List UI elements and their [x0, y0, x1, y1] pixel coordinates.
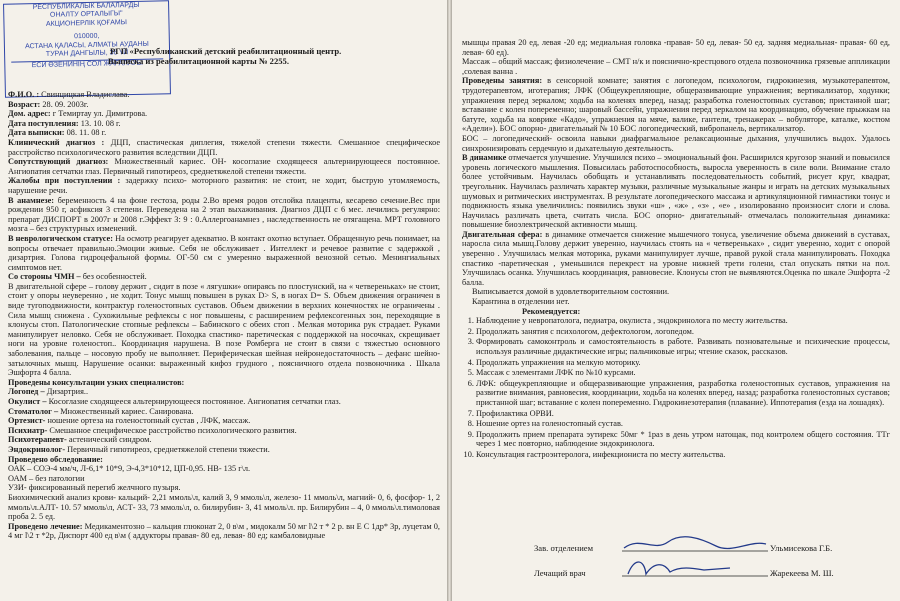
complaints: Жалобы при поступлении : задержку психо- моторного развития: не стоит, не ходит, быструю утомляемость, нарушение речи. — [8, 176, 441, 195]
neuro-status: В неврологическом статусе: На осмотр реагирует адекватно. В контакт охотно вступает. Обращенную речь понимает, на вопросы отвечает правильно.Эмоции живые. Себя не обслуживает . Интеллект и речевое развитие с задержкой , дизартрия. Голова гидроцефальной формы. ОГ-50 см с умеренно выраженной венозной сетью. Менингиальных симптомов нет. — [8, 233, 440, 272]
right-body — [462, 38, 890, 461]
motor-dynamics: Двигательная сфера: в динамике отмечается снижение мышечного тонуса, увеличение объема движений в суставах, наросла сила мышц.Голову держит уверенно, научилась стоять на « четвереньках» , сидит уверенно, ходит с опорой уверенно . Улучшилась мелкая моторика, руками манипулирует лучше, правой рукой стала манипулировать. Походка спастико -паретическая , уменьшился перекрест на уровне нижней трети голени, стал опускать пятки на пол. Улучшилась осанка. Улучшилась координация, равновесие. Клонусы стоп не выявляются.Оценка по шкале Эшфорта -2 балла. — [462, 229, 890, 287]
cranial-nerves: Со стороны ЧМН – без особенностей. — [8, 272, 147, 282]
head-signature-icon — [620, 532, 770, 556]
patient-address-row: Дом. адрес: г Темиртау ул. Димитрова. — [8, 109, 148, 119]
patient-name-row: Ф.И.О. : Свинцицкая Владислава. — [8, 90, 130, 99]
list-item: 1. Наблюдение у невропатолога, педиатра, окулиста , эндокринолога по месту жительства. — [476, 316, 890, 326]
attending-doctor-label: Лечащий врач — [534, 568, 586, 578]
extract-title: Выписка из реабилитационной карты № 2255. — [108, 56, 289, 66]
exam-biochem: Биохимический анализ крови- кальций- 2,21 ммоль\л, калий 3, 9 ммоль\л, железо- 11 ммоль\л, магний- 0, 6, фосфор- 1, 2 ммоль\л.АЛТ- 10. 57 ммоль\л, АСТ- 33, 73 ммоль\л, о. билирубин- 3, 41 ммоль\л. пр. Билирубин – 4, 0 ммоль\л.тимоловая проба 2. 5 ед. — [8, 492, 440, 522]
exam-heading: Проведено обследование: — [8, 454, 103, 464]
list-item: 8. Ношение ортез на голеностопный сустав. — [476, 419, 890, 429]
dynamics: В динамике отмечается улучшение. Улучшился психо – эмоциональный фон. Расширился кругозор знаний и повысился уровень логического мышления. Повысилась работоспособность, выросла уверенность в силе воли. Внимание стало более устойчивым. Научилась обобщать и устанавливать последовательность событий, рисует круг, квадрат, треугольник. Научилась различать характер музыки, различные музыкальные жанры и играть на детских музыкальных шумовых и ритмических инструментах. В результате логопедического массажа и артикуляционной гимнастики тонус и подвижность языка увеличились: появились звуки «ш» , «ж» , «з» , «е» , изолированно произносит слоги и слова. Научилась различать цвета, считать числа. БОС опорно- двигательный- отмечалась положительная динамика: повышение биоэлектрической активности мышц. — [462, 153, 890, 230]
list-item: 7. Профилактика ОРВИ. — [476, 409, 890, 419]
doctor-signature-icon — [620, 556, 770, 580]
treatment: Проведено лечение: Медикаментозно – кальция глюконат 2, 0 в\м , мидокалм 50 мг l\2 т * 2 р. вн Е С 1др* 3р, луцетам 0, 4 мг l\2 т *2р, Диспорт 400 ед в\м ( аддукторы правая- 80 ед, левая- 80 ед; камбаловидные — [8, 521, 440, 541]
consult-psychotherapist: Психотерапевт- астенический синдром. — [8, 435, 152, 445]
sessions: Проведены занятия: в сенсорной комнате; занятия с логопедом, психологом, гидрокинезия, музыкотерапевтом, трудотерапевтом, иготерапия; ЛФК (Общеукрепляющие, общеразвивающие упражнения; вертикализатор, ходунки; упражнения перед зеркалом; ходьба на коленях вперед, назад; разработка голеностопных суставов; пристанной шаг; вставание с колен попеременно; шаровый бассейн, упражнения перед зеркалом на координацию, обучение прыжкам на батуте, ходьба на коврике «Кадо», упражнения на мяче, валике, гантели, тренажерах – вобуляторе, каталке, костюм «Адели»). БОС опорно- двигательный № 10 БОС логопедический, вибропанель, вертикализатор. — [462, 76, 890, 134]
consultations-heading: Проведены консультации узких специалистов: — [8, 377, 185, 387]
head-of-department-name: Ульмисекова Г.Б. — [770, 543, 833, 553]
exam-uzi: УЗИ- фиксированный перегиб желчного пузыря. — [8, 483, 181, 493]
treatment-continued: мышцы правая 20 ед, левая -20 ед; медиальная головка -правая- 50 ед, левая- 50 ед. задняя медиальная- правая- 60 ед, левая- 60 ед). — [462, 38, 890, 57]
list-item: 9. Продолжить прием препарата эутирекс 50мг * 1раз в день утром натощак, под контролем общего состояния. ТТг через 1 мес повторно, наблюдение эндокринолога. — [476, 430, 890, 449]
head-of-department-label: Зав. отделением — [534, 543, 594, 553]
quarantine-note: Карантина в отделении нет. — [472, 297, 570, 307]
list-item: 2. Продолжать занятия с психологом, дефектологом, логопедом. — [476, 327, 890, 337]
right-page — [452, 0, 900, 601]
bos-result: БОС – логопедический- освоила навыки диафрагмальное релаксационные дыхания, улучшились выдох. Удалось синхронизировать сердечную и дыхательную деятельность. — [462, 133, 890, 153]
clinical-diagnosis: Клинический диагноз : ДЦП, спастическая диплегия, тяжелой степени тяжести. Смешанное специфическое расстройство психологического развития вследствии ДЦП. — [8, 137, 441, 157]
attending-doctor-name: Жарекеева М. Ш. — [770, 568, 834, 578]
center-name: РГП «Республиканский детский реабилитационный центр. — [110, 46, 342, 56]
comorbid-diagnosis: Сопутствующий диагноз: Множественный кариес. ОН- косоглазие сходящееся альтернирующееся постоянное. Ангиопатия сетчатки глаз. Первичный гипотиреоз, среднетяжелой степени тяжести. — [8, 157, 441, 176]
massage-physio: Массаж – общий массаж; физиолечение – СМТ н/к и пояснично-крестцового отдела позвоночника грязевые аппликации ,солевая ванна . — [462, 57, 890, 76]
list-item: 3. Формировать самоконтроль и самостоятельность в работе. Развивать позновательные и психические процессы, используя различные дидактические игры; пальчиковые игры; чтение сказок, рассказов. — [476, 337, 890, 356]
consult-orthezist: Ортезист- ношение ортеза на голеностопный сустав , ЛФК, массаж. — [8, 416, 251, 426]
consult-stomatolog: Стоматолог – Множественный кариес. Санирована. — [8, 406, 194, 416]
patient-age-row: Возраст: 28. 09. 2003г. — [8, 99, 89, 109]
exam-oak: ОАК – СОЭ-4 мм/ч, Л-6,1* 10*9, Э-4,3*10*12, ЦП-0,95. НВ- 135 г\л. — [8, 464, 251, 474]
motor-status: В двигательной сфере – голову держит , сидит в позе « лягушки» опираясь по плостунский, на « четвереньках» не стоит, стоит у опоры неуверенно , не ходит. Тонус мышц повышен в руках D> S, в ногах D= S. Объем движения ограничен в виде тугоподвижности, контрактур голеностопных суставов. Объем движении в верхних конечностях не ограничены . Сила мышц снижена . Сухожильные рефлексы с ног повышены, с расширением рефлексогенных зон, переходящие в клонусы стоп. Патологические стопные рефлексы – Бабинского с обеих стоп . Мелкая моторика рук страдает. Руками манипулирует неловко. Себя не обслуживает. Походка спастико- паретическая с поддержкой на носочках, скрещивает ноги на уровне голеностоп.. Координация нарушена. В позе Ромберга не стоит в связи с тяжестью основного заболевания, пальце – носовую пробу не выполняет. Периферическая шейная нейронедостаточность – дефанс шейно- затылочных мышц. Нарушение осанки: выраженный кифоз грудного , поясничного отдела позвоночника . Шкала Эшфорта 4 балла. — [8, 281, 440, 378]
exam-oam: ОАМ – без патологии — [8, 473, 85, 483]
list-item: 6. ЛФК: общеукрепляющие и общеразвивающие упражнения, разработка голеностопных суставов, упражнения на развитие внимания, равновесия, координации, ходьба на коленях вперед, назад; разработка голеностопных суставов; пристанной шаг; вставание с колен попеременно. Гидрокинезотерапия (плавание). Иппотерапия (езда на лошадях). — [476, 379, 890, 408]
consult-oculist: Окулист – Косоглазие сходящееся альтернирующееся постоянное. Ангиопатия сетчатки глаз. — [8, 397, 341, 406]
consult-psychiatrist: Психиатр- Смешанное специфическое расстройство психологического развития. — [8, 425, 297, 435]
list-item: 10. Консультация гастроэнтеролога, инфекциониста по месту жительства. — [476, 450, 890, 460]
list-item: 4. Продолжать упражнения на мелкую моторику. — [476, 358, 890, 368]
left-body — [8, 90, 440, 541]
consult-endocrinologist: Эндокринолог- Первичный гипотиреоз, среднетяжелой степени тяжести. — [8, 444, 270, 454]
discharge-date-row: Дата выписки: 08. 11. 08 г. — [8, 128, 107, 138]
left-page — [0, 0, 448, 601]
recommendations-heading: Рекомендуется: — [522, 306, 581, 316]
document-header — [104, 46, 434, 66]
recommendations-list — [462, 316, 890, 459]
consult-logoped: Логопед – Дизартрия.. — [8, 387, 89, 397]
discharge-status: Выписывается домой в удовлетворительном состоянии. — [472, 287, 670, 297]
admission-date-row: Дата поступления: 13. 10. 08 г. — [8, 118, 121, 128]
list-item: 5. Массаж с элементами ЛФК по №10 курсами. — [476, 368, 890, 378]
institution-stamp: РЕСПУБЛИКАЛЫК БАЛАЛАРДЫ ОНАЛТУ ОРТАЛЫГЫ" АКЦИОНЕРЛІК ҚОҒАМЫ 010000, АСТАНА ҚАЛАСЫ, АЛМАТЫ АУДАНЫ ТУРАН ДАНГЫЛЫ, 36 ҮЙ ЕСИ ӨЗЕНИНІҢ СОЛ ЖАҒАЛАУЫ — [3, 0, 171, 97]
anamnesis: В анамнезе: беременность 4 на фоне гестоза, роды 2.Во время родов отслойка плаценты, кесарево сечение.Вес при рождении 950 г, асфиксия 3 степени. Переведена на 2 этап выхаживания. Диагноз ДЦП с 6 мес. лечились регулярно: препарат ДИСПОРТ в 2007г и 2008 г.Эффект 3: 9 : 0.Аллергоанамнез , наследственность не отягащена. МРТ головного мозга – без структурных изменений. — [8, 195, 440, 234]
